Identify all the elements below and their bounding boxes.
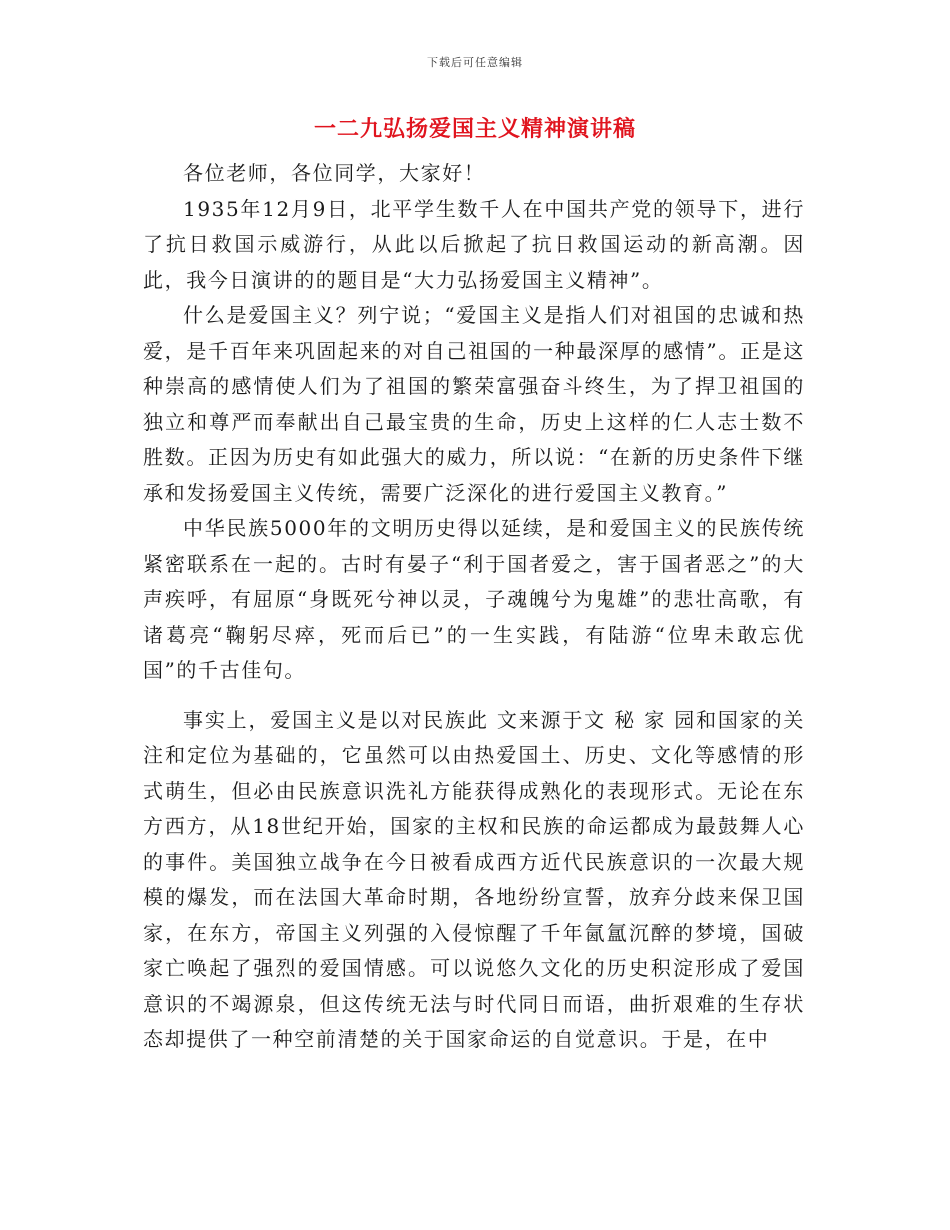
paragraph-history: 1935年12月9日，北平学生数千人在中国共产党的领导下，进行了抗日救国示威游行，从此以后掀起了抗日救国运动的新高潮。因此，我今日演讲的的题目是“大力弘扬爱国主义精神”。 [143, 196, 805, 292]
document-body [143, 156, 805, 1058]
paragraph-greeting: 各位老师，各位同学，大家好！ [183, 161, 486, 185]
paragraph-national-consciousness: 事实上，爱国主义是以对民族此 文来源于文 秘 家 园和国家的关注和定位为基础的，它虽然可以由热爱国土、历史、文化等感情的形式萌生，但必由民族意识洗礼方能获得成熟化的表现形式。无论在东方西方，从18世纪开始，国家的主权和民族的命运都成为最鼓舞人心的事件。美国独立战争在今日被看成西方近代民族意识的一次最大规模的爆发，而在法国大革命时期，各地纷纷宣誓，放弃分歧来保卫国家，在东方，帝国主义列强的入侵惊醒了千年氤氲沉醉的梦境，国破家亡唤起了强烈的爱国情感。可以说悠久文化的历史积淀形成了爱国意识的不竭源泉，但这传统无法与时代同日而语，曲折艰难的生存状态却提供了一种空前清楚的关于国家命运的自觉意识。于是，在中 [143, 707, 805, 1051]
paragraph-tradition: 中华民族5000年的文明历史得以延续，是和爱国主义的民族传统紧密联系在一起的。古时有晏子“利于国者爱之，害于国者恶之”的大声疾呼，有屈原“身既死兮神以灵，子魂魄兮为鬼雄”的悲壮高歌，有诸葛亮“鞠躬尽瘁，死而后已”的一生实践，有陆游“位卑未敢忘优国”的千古佳句。 [143, 516, 805, 682]
page-header-note: 下载后可任意编辑 [427, 56, 523, 69]
document-title: 一二九弘扬爱国主义精神演讲稿 [313, 116, 636, 142]
paragraph-definition: 什么是爱国主义？列宁说；“爱国主义是指人们对祖国的忠诚和热爱，是千百年来巩固起来的对自己祖国的一种最深厚的感情”。正是这种崇高的感情使人们为了祖国的繁荣富强奋斗终生，为了捍卫祖国的独立和尊严而奉献出自己最宝贵的生命，历史上这样的仁人志士数不胜数。正因为历史有如此强大的威力，所以说：“在新的历史条件下继承和发扬爱国主义传统，需要广泛深化的进行爱国主义教育。” [143, 303, 805, 505]
